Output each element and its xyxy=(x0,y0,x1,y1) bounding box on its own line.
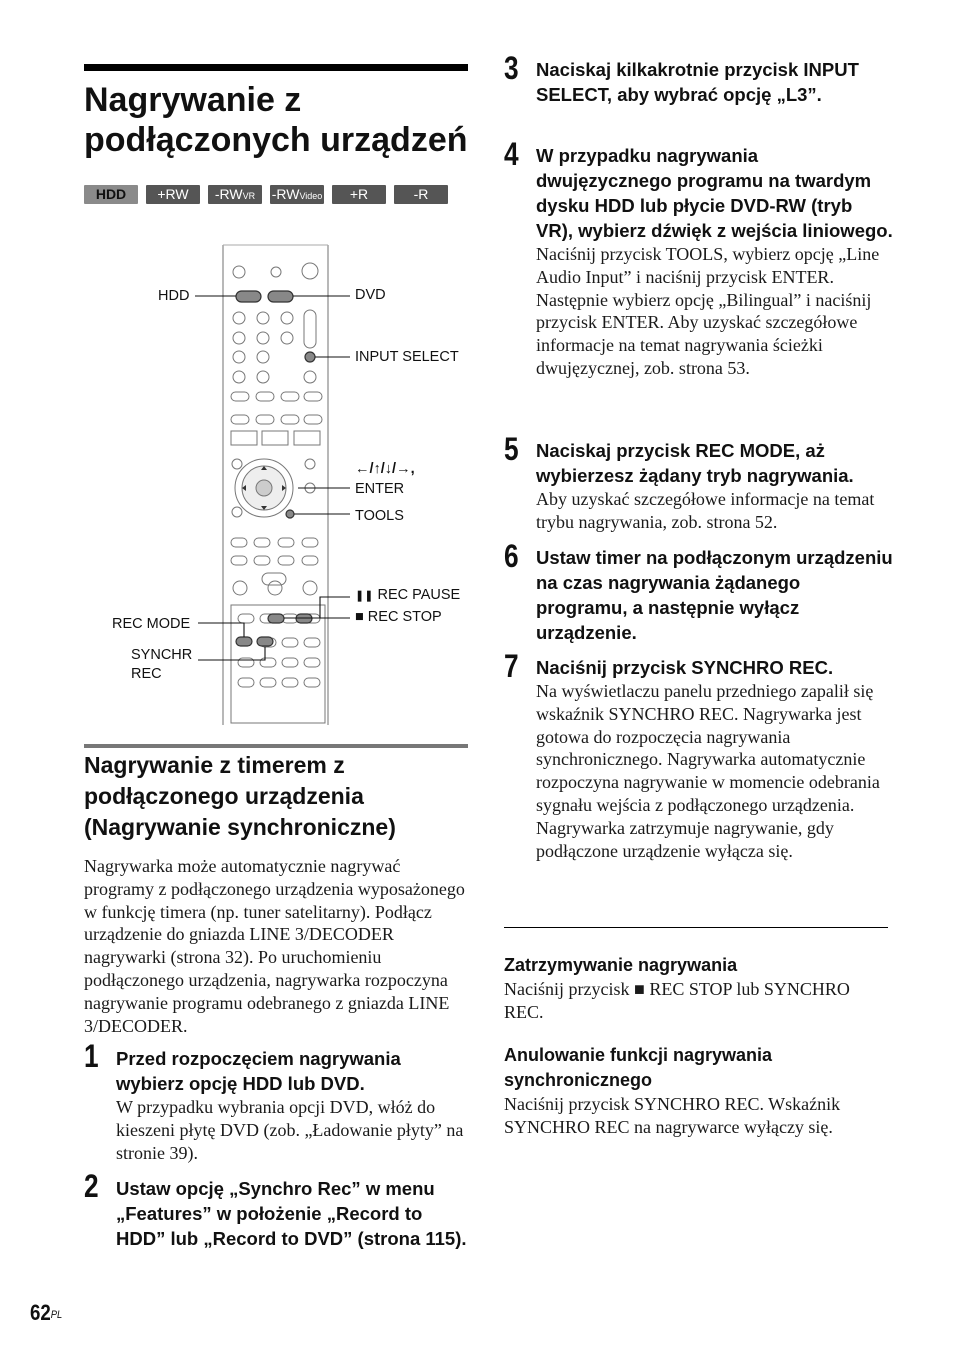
section-rule xyxy=(84,744,468,748)
badge-plus-rw: +RW xyxy=(146,185,200,204)
step-heading: W przypadku nagrywania dwujęzycznego programu na twardym dysku HDD lub płycie DVD-RW (tryb VR), wybierz dźwięk z wejścia liniowego. xyxy=(536,145,893,241)
step-number: 6 xyxy=(504,538,519,574)
step-heading: Ustaw timer na podłączonym urządzeniu na czas nagrywania żądanego programu, a następnie wyłącz urządzenie. xyxy=(536,547,893,643)
badge-minus-r: -R xyxy=(394,185,448,204)
media-badges xyxy=(84,185,448,204)
pause-icon: ❚❚ xyxy=(355,590,374,602)
step-number: 4 xyxy=(504,136,519,172)
label-rec-stop: ■ REC STOP xyxy=(355,609,442,625)
step-heading: Naciśnij przycisk SYNCHRO REC. xyxy=(536,657,834,678)
stop-icon: ■ xyxy=(355,609,364,625)
step-heading: Ustaw opcję „Synchro Rec” w menu „Features” w położenie „Record to HDD” lub „Record to DVD” (strona 115). xyxy=(116,1178,467,1249)
step-number: 5 xyxy=(504,431,519,467)
label-hdd: HDD xyxy=(158,288,190,304)
title-rule xyxy=(84,64,468,71)
step-heading: Naciskaj kilkakrotnie przycisk INPUT SELECT, aby wybrać opcję „L3”. xyxy=(536,59,859,105)
label-rec-mode: REC MODE xyxy=(112,616,191,632)
step-3 xyxy=(504,52,894,107)
step-4 xyxy=(504,138,894,380)
step-body: Aby uzyskać szczegółowe informacje na temat trybu nagrywania, zob. strona 52. xyxy=(536,489,875,532)
badge-plus-r: +R xyxy=(332,185,386,204)
step-number: 2 xyxy=(84,1168,99,1204)
page-number: $62^{PL}$ xyxy=(30,1300,63,1325)
remote-illustration xyxy=(100,240,470,730)
label-dvd: DVD xyxy=(355,287,386,303)
stop-recording-section xyxy=(504,953,888,1024)
step-5 xyxy=(504,433,894,534)
step-number: 7 xyxy=(504,648,519,684)
step-6 xyxy=(504,540,894,645)
cancel-synchro-text: Naciśnij przycisk SYNCHRO REC. Wskaźnik SYNCHRO REC na nagrywarce wyłączy się. xyxy=(504,1094,841,1137)
stop-recording-text: Naciśnij przycisk ■ REC STOP lub SYNCHRO REC. xyxy=(504,979,850,1022)
cancel-synchro-heading: Anulowanie funkcji nagrywania synchronicznego xyxy=(504,1045,773,1090)
badge-hdd: HDD xyxy=(84,185,138,204)
step-heading: Naciskaj przycisk REC MODE, aż wybierzesz żądany tryb nagrywania. xyxy=(536,440,854,486)
badge-minus-rw-video: -RWVideo xyxy=(271,186,323,202)
step-7 xyxy=(504,650,894,862)
label-synchro-line2: REC xyxy=(131,666,162,682)
page-title: Nagrywanie z podłączonych urządzeń xyxy=(84,81,468,159)
label-rec-pause: ❚❚ REC PAUSE xyxy=(355,587,461,603)
stop-recording-heading: Zatrzymywanie nagrywania xyxy=(504,955,738,975)
step-number: 3 xyxy=(504,50,519,86)
divider xyxy=(504,927,888,928)
step-heading: Przed rozpoczęciem nagrywania wybierz opcję HDD lub DVD. xyxy=(116,1048,401,1094)
label-input-select: INPUT SELECT xyxy=(355,349,459,365)
step-2 xyxy=(84,1170,470,1251)
intro-paragraph: Nagrywarka może automatycznie nagrywać programy z podłączonego urządzenia wyposażonego w funkcję timera (np. tuner satelitarny). Podłącz urządzenie do gniazda LINE 3/DECODER nagrywarki (strona 32). Po uruchomieniu podłączonego urządzenia, nagrywarka rozpoczyna nagrywanie programu odebranego z gniazda LINE 3/DECODER. xyxy=(84,856,465,1036)
step-body: W przypadku wybrania opcji DVD, włóż do kieszeni płytę DVD (zob. „Ładowanie płyty” na stronie 39). xyxy=(116,1097,464,1163)
stop-icon: ■ xyxy=(633,979,645,999)
label-tools: TOOLS xyxy=(355,508,404,524)
label-synchro-line1: SYNCHR xyxy=(131,647,193,663)
step-body: Naciśnij przycisk TOOLS, wybierz opcję „Line Audio Input” i naciśnij przycisk ENTER. Następnie wybierz opcję „Bilingual” i naciśnij przycisk ENTER. Aby uzyskać szczegółowe informacje na temat nagrywania ścieżki dwujęzycznej, zob. strona 53. xyxy=(536,244,880,378)
label-arrows: ←/↑/↓/→, xyxy=(355,461,415,477)
cancel-synchro-section xyxy=(504,1043,888,1139)
badge-minus-rw-vr: -RWVR xyxy=(208,185,262,204)
step-number: 1 xyxy=(84,1038,99,1074)
label-enter: ENTER xyxy=(355,481,405,497)
section-title: Nagrywanie z timerem z podłączonego urządzenia (Nagrywanie synchroniczne) xyxy=(84,752,396,840)
step-body: Na wyświetlaczu panelu przedniego zapalił się wskaźnik SYNCHRO REC. Nagrywarka jest gotowa do rozpoczęcia nagrywania synchronicznego. Nagrywarka automatycznie rozpoczyna nagrywanie w momencie odebrania sygnału wejścia z podłączonego urządzenia. Nagrywarka zatrzymuje nagrywanie, gdy podłączone urządzenie wyłącza się. xyxy=(536,681,880,861)
step-1 xyxy=(84,1040,470,1164)
